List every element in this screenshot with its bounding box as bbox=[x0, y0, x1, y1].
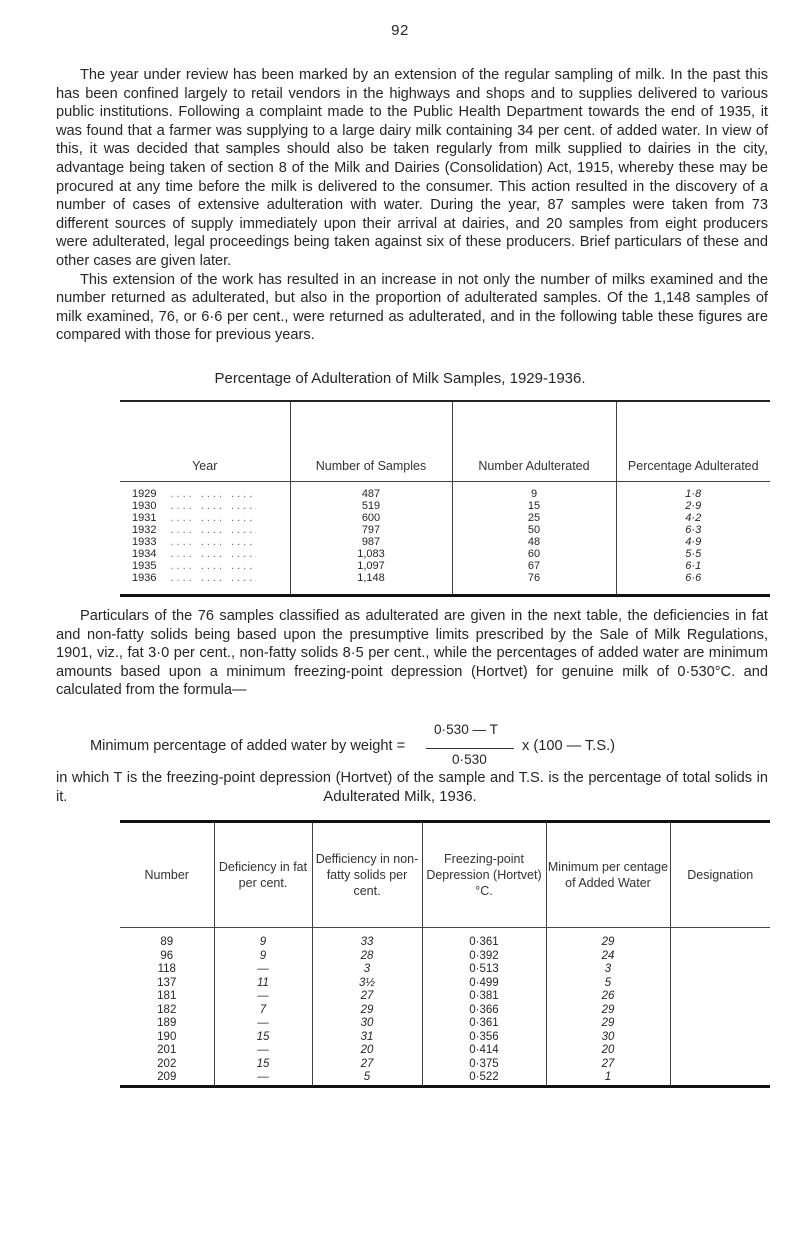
number-cell: 201 bbox=[157, 1044, 177, 1056]
number-cell: 89 bbox=[160, 936, 174, 948]
formula-left: Minimum percentage of added water by weight = bbox=[90, 738, 406, 754]
formula-explanation: in which T is the freezing-point depression (Hortvet) of the sample and T.S. is the percentage of total solids in it. bbox=[56, 770, 768, 805]
formula-right: x (100 — T.S.) bbox=[522, 738, 615, 754]
samples-cell: 987 bbox=[290, 536, 452, 548]
year-value: 1936 bbox=[132, 572, 157, 584]
percentage-cell: 5·5 bbox=[616, 548, 770, 560]
table-row bbox=[120, 524, 770, 536]
year-value: 1931 bbox=[132, 512, 157, 524]
table-row bbox=[120, 482, 770, 501]
percentage-cell: 6·6 bbox=[616, 572, 770, 596]
leader-dots: .... .... .... bbox=[170, 560, 256, 572]
designation-cell bbox=[670, 1017, 770, 1031]
designation-cell bbox=[670, 977, 770, 991]
fat-deficiency-cell: 15 bbox=[214, 1031, 312, 1045]
fat-deficiency-cell: — bbox=[214, 1017, 312, 1031]
year-cell bbox=[120, 560, 290, 572]
leader-dots: .... .... .... bbox=[170, 536, 256, 548]
adulterated-cell: 50 bbox=[452, 524, 616, 536]
year-value: 1932 bbox=[132, 524, 157, 536]
particulars-paragraph: Particulars of the 76 samples classified as adulterated are given in the next table, the deficiencies in fat and non-fatty solids being based upon the presumptive limits prescribed by the Sale of Milk Regulations, 1901, viz., fat 3·0 per cent., non-fatty solids 8·5 per cent., while the percentages of added water are minimum amounts based upon a minimum freezing-point depression (Hortvet) for genuine milk of 0·530°C. and calculated from the formula— bbox=[56, 608, 768, 699]
header-number-of-samples: Number of Samples bbox=[290, 401, 452, 482]
freezing-point-cell: 0·414 bbox=[422, 1044, 546, 1058]
solids-deficiency-cell: 33 bbox=[312, 928, 422, 950]
samples-cell: 487 bbox=[290, 482, 452, 501]
solids-deficiency-cell: 27 bbox=[312, 990, 422, 1004]
table1-caption: Percentage of Adulteration of Milk Samples, 1929-1936. bbox=[214, 370, 586, 387]
number-cell: 182 bbox=[157, 1003, 177, 1016]
added-water-cell: 26 bbox=[546, 990, 670, 1004]
table-row bbox=[120, 1017, 770, 1031]
adulterated-milk-table bbox=[120, 820, 770, 1088]
designation-cell bbox=[670, 1058, 770, 1072]
table-row bbox=[120, 1071, 770, 1086]
fat-deficiency-cell: — bbox=[214, 990, 312, 1004]
number-cell: 209 bbox=[120, 1071, 214, 1086]
table-row bbox=[120, 500, 770, 512]
year-cell bbox=[120, 512, 290, 524]
adulterated-cell: 25 bbox=[452, 512, 616, 524]
header-percentage-adulterated: Percentage Adulterated bbox=[616, 401, 770, 482]
leader-dots: .... .... .... bbox=[170, 488, 256, 500]
header-freezing-point: Freezing-point Depression (Hortvet) °C. bbox=[422, 822, 546, 928]
header-number-adulterated: Number Adulterated bbox=[452, 401, 616, 482]
designation-cell bbox=[670, 1031, 770, 1045]
solids-deficiency-cell: 28 bbox=[312, 950, 422, 964]
fat-deficiency-cell: — bbox=[214, 1044, 312, 1058]
year-value: 1930 bbox=[132, 500, 157, 512]
formula-fraction-bar bbox=[426, 748, 514, 749]
table-row bbox=[120, 950, 770, 964]
number-cell: 189 bbox=[157, 1017, 177, 1029]
table-row bbox=[120, 990, 770, 1004]
table-row bbox=[120, 977, 770, 991]
solids-deficiency-cell: 29 bbox=[312, 1004, 422, 1018]
freezing-point-cell: 0·381 bbox=[422, 990, 546, 1004]
added-water-cell: 5 bbox=[546, 977, 670, 991]
year-cell bbox=[120, 572, 290, 596]
freezing-point-cell: 0·356 bbox=[422, 1031, 546, 1045]
designation-cell bbox=[670, 950, 770, 964]
designation-cell bbox=[670, 1004, 770, 1018]
year-cell bbox=[120, 524, 290, 536]
freezing-point-cell: 0·513 bbox=[422, 963, 546, 977]
adulterated-cell: 15 bbox=[452, 500, 616, 512]
table-row bbox=[120, 1031, 770, 1045]
table-row bbox=[120, 512, 770, 524]
percentage-cell: 6·3 bbox=[616, 524, 770, 536]
table-row bbox=[120, 963, 770, 977]
fat-deficiency-cell: — bbox=[214, 963, 312, 977]
freezing-point-cell: 0·366 bbox=[422, 1004, 546, 1018]
table-row bbox=[120, 928, 770, 950]
samples-cell: 797 bbox=[290, 524, 452, 536]
leader-dots: .... .... .... bbox=[170, 500, 256, 512]
number-cell: 181 bbox=[157, 990, 177, 1002]
table-row bbox=[120, 548, 770, 560]
percentage-cell: 4·2 bbox=[616, 512, 770, 524]
formula-denominator: 0·530 bbox=[452, 752, 487, 767]
solids-deficiency-cell: 31 bbox=[312, 1031, 422, 1045]
adulterated-cell: 76 bbox=[452, 572, 616, 596]
particulars-text bbox=[56, 607, 768, 700]
fat-deficiency-cell: 11 bbox=[214, 977, 312, 991]
added-water-cell: 24 bbox=[546, 950, 670, 964]
samples-cell: 519 bbox=[290, 500, 452, 512]
fat-deficiency-cell: 15 bbox=[214, 1058, 312, 1072]
solids-deficiency-cell: 27 bbox=[312, 1058, 422, 1072]
solids-deficiency-cell: 3½ bbox=[312, 977, 422, 991]
samples-cell: 600 bbox=[290, 512, 452, 524]
freezing-point-cell: 0·499 bbox=[422, 977, 546, 991]
leader-dots: .... .... .... bbox=[170, 524, 256, 536]
samples-cell: 1,083 bbox=[290, 548, 452, 560]
intro-text bbox=[56, 66, 768, 345]
added-water-cell: 27 bbox=[546, 1058, 670, 1072]
leader-dots: .... .... .... bbox=[170, 548, 256, 560]
intro-paragraph-2: This extension of the work has resulted in an increase in not only the number of milks examined and the number returned as adulterated, but also in the proportion of adulterated samples. Of the 1,148 samples of milk examined, 76, or 6·6 per cent., were returned as adulterated, and in the following table these figures are compared with those for previous years. bbox=[56, 271, 768, 344]
table-row bbox=[120, 1044, 770, 1058]
percentage-cell: 4·9 bbox=[616, 536, 770, 548]
page-number: 92 bbox=[391, 22, 409, 39]
table-row bbox=[120, 1058, 770, 1072]
freezing-point-cell: 0·375 bbox=[422, 1058, 546, 1072]
added-water-cell: 29 bbox=[546, 1004, 670, 1018]
leader-dots: .... .... .... bbox=[170, 572, 256, 584]
freezing-point-cell: 0·522 bbox=[422, 1071, 546, 1086]
adulterated-cell: 48 bbox=[452, 536, 616, 548]
header-deficiency-fat: Deficiency in fat per cent. bbox=[214, 822, 312, 928]
adulteration-percentage-table bbox=[120, 400, 770, 597]
percentage-cell: 2·9 bbox=[616, 500, 770, 512]
header-deficiency-non-fatty-solids: Defficiency in non-fatty solids per cent. bbox=[312, 822, 422, 928]
added-water-cell: 29 bbox=[546, 928, 670, 950]
solids-deficiency-cell: 5 bbox=[312, 1071, 422, 1086]
percentage-cell: 6·1 bbox=[616, 560, 770, 572]
fat-deficiency-cell: 9 bbox=[214, 928, 312, 950]
freezing-point-cell: 0·392 bbox=[422, 950, 546, 964]
table-row bbox=[120, 572, 770, 596]
year-value: 1933 bbox=[132, 536, 157, 548]
designation-cell bbox=[670, 1044, 770, 1058]
year-value: 1929 bbox=[132, 488, 157, 500]
number-cell: 190 bbox=[157, 1030, 177, 1043]
year-cell bbox=[120, 536, 290, 548]
table-row bbox=[120, 536, 770, 548]
table-row bbox=[120, 560, 770, 572]
fat-deficiency-cell: — bbox=[214, 1071, 312, 1086]
percentage-cell: 1·8 bbox=[616, 482, 770, 501]
freezing-point-cell: 0·361 bbox=[422, 1017, 546, 1031]
adulterated-cell: 60 bbox=[452, 548, 616, 560]
designation-cell bbox=[670, 928, 770, 950]
added-water-cell: 1 bbox=[546, 1071, 670, 1086]
number-cell: 137 bbox=[157, 976, 177, 989]
year-cell bbox=[120, 548, 290, 560]
designation-cell bbox=[670, 1071, 770, 1086]
solids-deficiency-cell: 30 bbox=[312, 1017, 422, 1031]
year-cell bbox=[120, 482, 290, 501]
number-cell: 96 bbox=[160, 949, 174, 962]
added-water-cell: 29 bbox=[546, 1017, 670, 1031]
adulterated-cell: 9 bbox=[452, 482, 616, 501]
added-water-cell: 3 bbox=[546, 963, 670, 977]
table2-caption: Adulterated Milk, 1936. bbox=[323, 788, 477, 805]
intro-paragraph-1: The year under review has been marked by an extension of the regular sampling of milk. In the past this has been confined largely to retail vendors in the highways and shops and to supplies delivered to various public institutions. Following a complaint made to the Public Health Department towards the end of 1935, it was found that a farmer was supplying to a large dairy milk containing 34 per cent. of added water. In view of this, it was decided that samples should also be taken regularly from milk supplied to dairies in the city, advantage being taken of section 8 of the Milk and Dairies (Consolidation) Act, 1915, whereby these may be procured at any time before the milk is delivered to the consumer. This action resulted in the discovery of a number of cases of extensive adulteration with water. During the year, 87 samples were taken from 73 different sources of supply immediately upon their arrival at dairies, and 20 samples from eight producers were adulterated, legal proceedings being taken against six of these producers. Brief particulars of these and other cases are given later. bbox=[56, 67, 768, 269]
samples-cell: 1,097 bbox=[290, 560, 452, 572]
year-value: 1934 bbox=[132, 548, 157, 560]
designation-cell bbox=[670, 963, 770, 977]
table-row bbox=[120, 1004, 770, 1018]
leader-dots: .... .... .... bbox=[170, 512, 256, 524]
formula-numerator: 0·530 — T bbox=[434, 722, 498, 737]
header-designation: Designation bbox=[670, 822, 770, 928]
fat-deficiency-cell: 9 bbox=[214, 950, 312, 964]
fat-deficiency-cell: 7 bbox=[214, 1004, 312, 1018]
number-cell: 118 bbox=[157, 963, 176, 975]
added-water-cell: 30 bbox=[546, 1031, 670, 1045]
header-minimum-added-water: Minimum per centage of Added Water bbox=[546, 822, 670, 928]
designation-cell bbox=[670, 990, 770, 1004]
added-water-cell: 20 bbox=[546, 1044, 670, 1058]
header-year: Year bbox=[120, 401, 290, 482]
solids-deficiency-cell: 20 bbox=[312, 1044, 422, 1058]
samples-cell: 1,148 bbox=[290, 572, 452, 596]
year-value: 1935 bbox=[132, 560, 157, 572]
year-cell bbox=[120, 500, 290, 512]
freezing-point-cell: 0·361 bbox=[422, 928, 546, 950]
solids-deficiency-cell: 3 bbox=[312, 963, 422, 977]
number-cell: 202 bbox=[157, 1057, 177, 1070]
adulterated-cell: 67 bbox=[452, 560, 616, 572]
header-number: Number bbox=[120, 822, 214, 928]
